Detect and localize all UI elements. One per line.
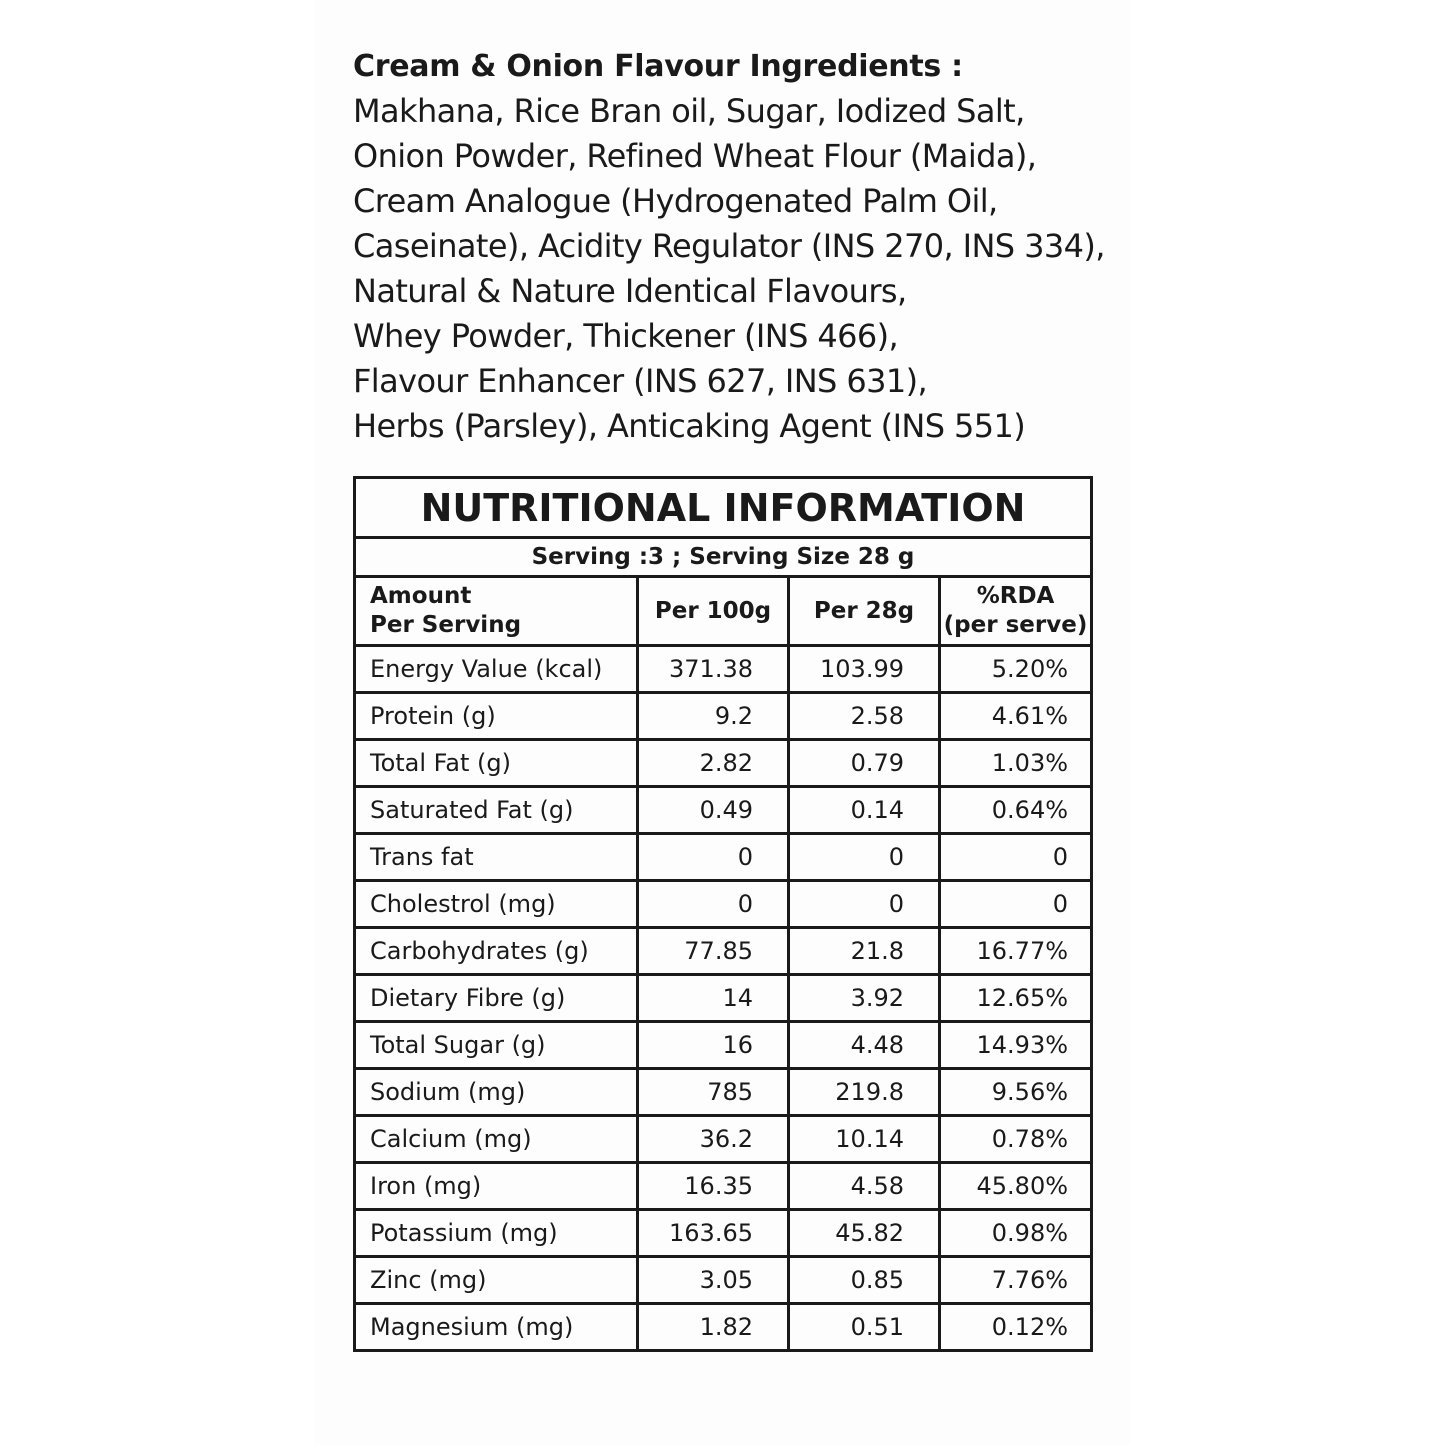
per-100g-value: 785	[638, 1069, 789, 1116]
per-100g-value: 16	[638, 1022, 789, 1069]
nutrient-name: Potassium (mg)	[355, 1210, 638, 1257]
table-row	[355, 1022, 1092, 1069]
per-28g-value: 21.8	[789, 928, 940, 975]
per-100g-value: 0.49	[638, 787, 789, 834]
per-28g-value: 0	[789, 881, 940, 928]
table-row	[355, 1116, 1092, 1163]
per-100g-value: 16.35	[638, 1163, 789, 1210]
ingredients-block	[353, 44, 1133, 449]
ingredients-line: Cream Analogue (Hydrogenated Palm Oil,	[353, 182, 998, 220]
nutrient-name: Protein (g)	[355, 693, 638, 740]
per-100g-value: 14	[638, 975, 789, 1022]
ingredients-line: Herbs (Parsley), Anticaking Agent (INS 551)	[353, 407, 1026, 445]
table-row	[355, 1257, 1092, 1304]
ingredients-line: Makhana, Rice Bran oil, Sugar, Iodized Salt,	[353, 92, 1025, 130]
rda-value: 5.20%	[940, 646, 1092, 693]
per-28g-value: 45.82	[789, 1210, 940, 1257]
rda-value: 0.78%	[940, 1116, 1092, 1163]
nutrient-name: Sodium (mg)	[355, 1069, 638, 1116]
rda-value: 7.76%	[940, 1257, 1092, 1304]
nutrient-name: Total Sugar (g)	[355, 1022, 638, 1069]
header-per-100g: Per 100g	[638, 577, 789, 646]
rda-value: 16.77%	[940, 928, 1092, 975]
table-row	[355, 881, 1092, 928]
ingredients-title: Cream & Onion Flavour Ingredients :	[353, 49, 963, 84]
rda-value: 0.64%	[940, 787, 1092, 834]
nutrient-name: Zinc (mg)	[355, 1257, 638, 1304]
serving-info: Serving :3 ; Serving Size 28 g	[355, 538, 1092, 577]
per-100g-value: 1.82	[638, 1304, 789, 1351]
rda-value: 1.03%	[940, 740, 1092, 787]
header-amount-line1: Amount	[370, 583, 472, 609]
per-28g-value: 103.99	[789, 646, 940, 693]
rda-value: 9.56%	[940, 1069, 1092, 1116]
ingredients-line: Natural & Nature Identical Flavours,	[353, 272, 907, 310]
per-28g-value: 4.48	[789, 1022, 940, 1069]
per-28g-value: 10.14	[789, 1116, 940, 1163]
header-amount-line2: Per Serving	[370, 612, 522, 638]
table-row	[355, 740, 1092, 787]
rda-value: 12.65%	[940, 975, 1092, 1022]
table-row	[355, 646, 1092, 693]
rda-value: 0	[940, 834, 1092, 881]
ingredients-line: Caseinate), Acidity Regulator (INS 270, INS 334),	[353, 227, 1105, 265]
per-28g-value: 0.85	[789, 1257, 940, 1304]
nutrition-table	[353, 476, 1093, 1352]
per-28g-value: 3.92	[789, 975, 940, 1022]
nutrition-title: NUTRITIONAL INFORMATION	[355, 478, 1092, 538]
rda-value: 0.98%	[940, 1210, 1092, 1257]
table-row	[355, 787, 1092, 834]
per-100g-value: 0	[638, 881, 789, 928]
per-28g-value: 0.51	[789, 1304, 940, 1351]
ingredients-line: Whey Powder, Thickener (INS 466),	[353, 317, 899, 355]
nutrient-name: Saturated Fat (g)	[355, 787, 638, 834]
header-rda-line1: %RDA	[976, 583, 1055, 609]
per-100g-value: 0	[638, 834, 789, 881]
table-row	[355, 1163, 1092, 1210]
per-28g-value: 0	[789, 834, 940, 881]
per-100g-value: 371.38	[638, 646, 789, 693]
table-row	[355, 928, 1092, 975]
rda-value: 4.61%	[940, 693, 1092, 740]
table-row	[355, 693, 1092, 740]
rda-value: 14.93%	[940, 1022, 1092, 1069]
ingredients-line: Onion Powder, Refined Wheat Flour (Maida),	[353, 137, 1037, 175]
rda-value: 45.80%	[940, 1163, 1092, 1210]
rda-value: 0.12%	[940, 1304, 1092, 1351]
nutrient-name: Energy Value (kcal)	[355, 646, 638, 693]
header-rda	[940, 577, 1092, 646]
per-100g-value: 163.65	[638, 1210, 789, 1257]
per-100g-value: 3.05	[638, 1257, 789, 1304]
nutrient-name: Total Fat (g)	[355, 740, 638, 787]
nutrient-name: Trans fat	[355, 834, 638, 881]
per-100g-value: 2.82	[638, 740, 789, 787]
table-header-row	[355, 577, 1092, 646]
nutrient-name: Iron (mg)	[355, 1163, 638, 1210]
table-row	[355, 1304, 1092, 1351]
per-28g-value: 0.14	[789, 787, 940, 834]
per-100g-value: 36.2	[638, 1116, 789, 1163]
table-row	[355, 1069, 1092, 1116]
per-100g-value: 77.85	[638, 928, 789, 975]
per-28g-value: 219.8	[789, 1069, 940, 1116]
ingredients-line: Flavour Enhancer (INS 627, INS 631),	[353, 362, 928, 400]
per-100g-value: 9.2	[638, 693, 789, 740]
header-amount-per-serving	[355, 577, 638, 646]
nutrient-name: Carbohydrates (g)	[355, 928, 638, 975]
table-row	[355, 975, 1092, 1022]
header-per-28g: Per 28g	[789, 577, 940, 646]
header-rda-line2: (per serve)	[943, 612, 1088, 638]
per-28g-value: 4.58	[789, 1163, 940, 1210]
per-28g-value: 2.58	[789, 693, 940, 740]
table-row	[355, 1210, 1092, 1257]
rda-value: 0	[940, 881, 1092, 928]
per-28g-value: 0.79	[789, 740, 940, 787]
table-row	[355, 834, 1092, 881]
nutrient-name: Dietary Fibre (g)	[355, 975, 638, 1022]
nutrient-name: Calcium (mg)	[355, 1116, 638, 1163]
nutrient-name: Cholestrol (mg)	[355, 881, 638, 928]
nutrient-name: Magnesium (mg)	[355, 1304, 638, 1351]
